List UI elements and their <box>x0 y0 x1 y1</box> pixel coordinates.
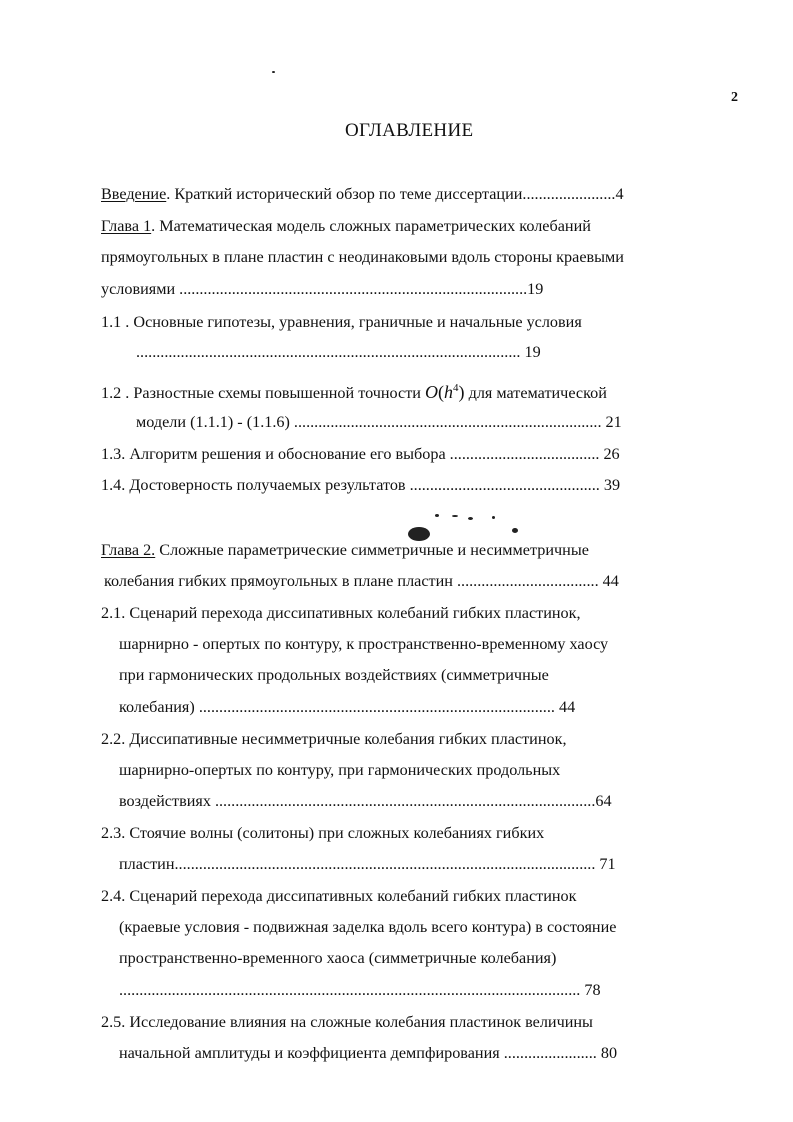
scan-artifact <box>452 515 458 517</box>
toc-entry-intro[interactable] <box>101 184 624 204</box>
toc-entry-text: (краевые условия - подвижная заделка вдоль всего контура) в состояние <box>119 918 617 936</box>
toc-entry-text: .................................................................................................................. 78 <box>119 981 601 999</box>
toc-entry-text: шарнирно - опертых по контуру, к пространственно-временному хаосу <box>119 635 609 653</box>
page-title: ОГЛАВЛЕНИЕ <box>345 120 474 141</box>
math-paren-open: ( <box>438 382 445 402</box>
toc-entry-text: Сложные параметрические симметричные и несимметричные <box>155 541 589 559</box>
scan-artifact <box>435 514 439 517</box>
toc-entry-chapter-2[interactable] <box>101 540 589 560</box>
toc-entry-text: колебания гибких прямоугольных в плане пластин ................................... 44 <box>104 572 619 590</box>
toc-entry-text: . Краткий исторический обзор по теме диссертации.......................4 <box>166 185 624 203</box>
toc-entry-text: . Математическая модель сложных параметрических колебаний <box>151 217 591 235</box>
toc-entry-2-5[interactable]: 2.5. Исследование влияния на сложные колебания пластинок величины <box>101 1013 593 1031</box>
toc-entry-text: начальной амплитуды и коэффициента демпфирования ....................... 80 <box>119 1044 618 1062</box>
toc-entry-1-3[interactable]: 1.3. Алгоритм решения и обоснование его выбора ..................................... 26 <box>101 445 620 463</box>
toc-entry-text: прямоугольных в плане пластин с неодинаковыми вдоль стороны краевыми <box>101 248 624 266</box>
toc-entry-text: пространственно-временного хаоса (симметричные колебания) <box>119 949 557 967</box>
math-formula <box>425 382 465 402</box>
toc-entry-2-1[interactable]: 2.1. Сценарий перехода диссипативных колебаний гибких пластинок, <box>101 604 581 622</box>
toc-entry-text: шарнирно-опертых по контуру, при гармонических продольных <box>119 761 561 779</box>
toc-entry-2-4[interactable]: 2.4. Сценарий перехода диссипативных колебаний гибких пластинок <box>101 887 577 905</box>
toc-entry-text: для математической <box>468 384 607 402</box>
scan-artifact <box>512 528 518 533</box>
toc-link-chapter-2[interactable]: Глава 2. <box>101 541 156 559</box>
toc-entry-text: пластин........................................................................................................ 71 <box>119 855 616 873</box>
math-superscript: 4 <box>453 382 459 394</box>
toc-link-intro[interactable]: Введение <box>101 185 167 203</box>
toc-entry-1-1[interactable]: 1.1 . Основные гипотезы, уравнения, граничные и начальные условия <box>101 313 582 331</box>
toc-link-chapter-1[interactable]: Глава 1 <box>101 217 152 235</box>
toc-entry-text: модели (1.1.1) - (1.1.6) ............................................................................ 21 <box>136 413 622 431</box>
toc-entry-1-4[interactable]: 1.4. Достоверность получаемых результатов ............................................... 39 <box>101 476 621 494</box>
scan-artifact <box>492 516 495 519</box>
scan-artifact <box>408 527 430 541</box>
toc-entry-2-3[interactable]: 2.3. Стоячие волны (солитоны) при сложных колебаниях гибких <box>101 824 545 842</box>
math-o: O <box>425 382 439 402</box>
toc-entry-text: ............................................................................................... 19 <box>136 343 541 361</box>
toc-entry-text: колебания) ........................................................................................ 44 <box>119 698 576 716</box>
toc-entry-text: условиями ......................................................................................19 <box>101 280 544 298</box>
scan-artifact <box>468 517 473 520</box>
math-paren-close: ) <box>458 382 465 402</box>
toc-entry-2-2[interactable]: 2.2. Диссипативные несимметричные колебания гибких пластинок, <box>101 730 567 748</box>
toc-entry-1-2[interactable] <box>101 378 607 403</box>
scan-artifact <box>272 71 275 73</box>
toc-entry-text: при гармонических продольных воздействиях (симметричные <box>119 666 549 684</box>
math-h: h <box>444 382 454 402</box>
toc-entry-text: 1.2 . Разностные схемы повышенной точности <box>101 384 421 402</box>
toc-entry-text: воздействиях ..............................................................................................64 <box>119 792 612 810</box>
toc-entry-chapter-1[interactable] <box>101 216 591 236</box>
page-number: 2 <box>731 90 738 105</box>
